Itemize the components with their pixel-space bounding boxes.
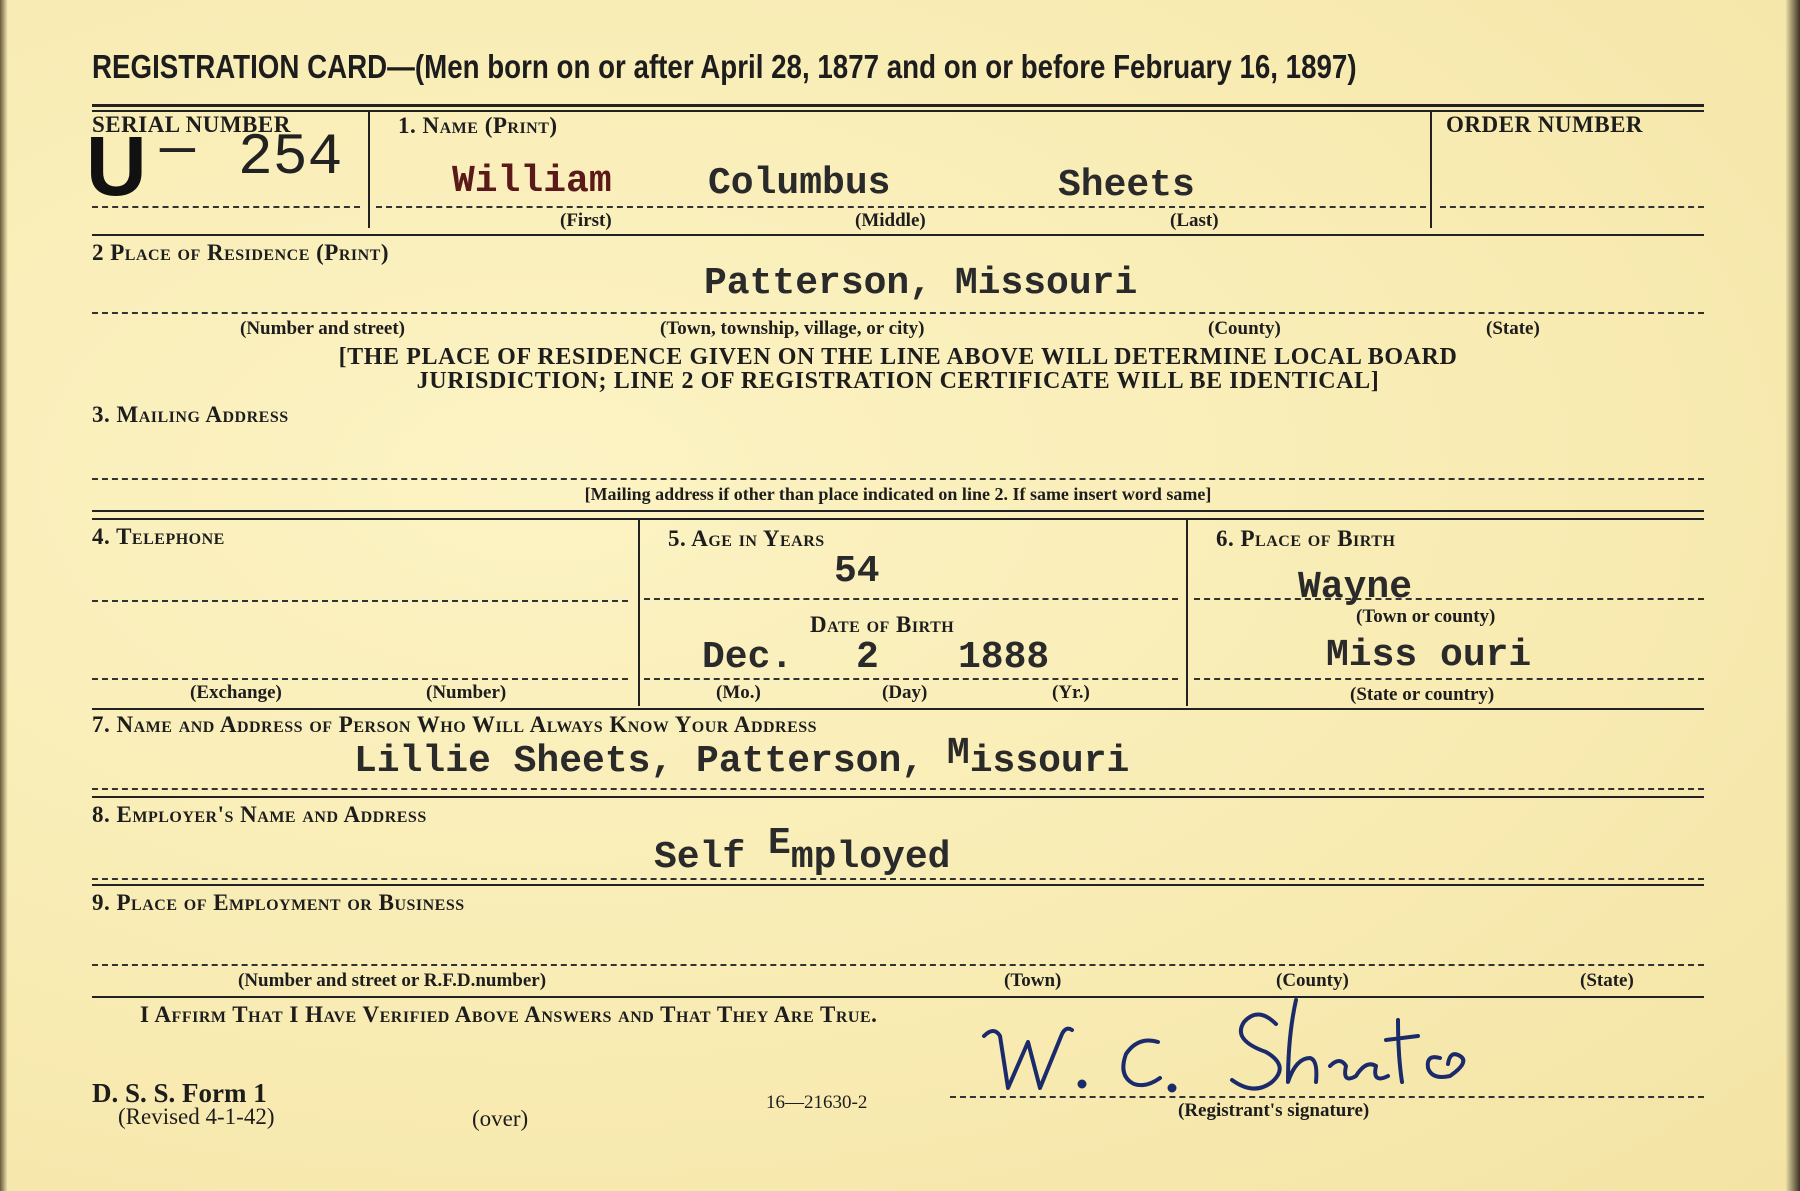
birthplace-town: Wayne (1298, 566, 1413, 609)
birthplace-state: Miss ouri (1326, 634, 1532, 677)
print-code: 16—21630-2 (766, 1092, 868, 1113)
age-divider (1186, 520, 1188, 706)
residence-cap-town: (Town, township, village, or city) (660, 318, 925, 339)
employment-label: 9. Place of Employment or Business (92, 890, 465, 915)
serial-prefix: U (86, 119, 147, 213)
order-divider (1430, 110, 1432, 228)
card-edge-right (1786, 0, 1800, 1191)
order-label: ORDER NUMBER (1446, 112, 1644, 137)
birthplace-cap-state: (State or country) (1350, 684, 1495, 705)
dob-label: Date of Birth (810, 612, 955, 637)
serial-number: 254 (238, 126, 343, 191)
serial-label: SERIAL NUMBER (92, 112, 291, 137)
employment-cap-state: (State) (1580, 970, 1634, 991)
name-last: Sheets (1058, 164, 1195, 207)
contact-line (92, 788, 1704, 790)
dob-year: 1888 (958, 636, 1050, 679)
rule-1 (92, 234, 1704, 236)
employer-line (92, 878, 1704, 880)
name-first-caption: (First) (560, 210, 612, 231)
form-revised: (Revised 4-1-42) (118, 1104, 275, 1129)
birthplace-label: 6. Place of Birth (1216, 526, 1396, 551)
employment-line (92, 964, 1704, 966)
dob-cap-day: (Day) (882, 682, 928, 703)
name-line (376, 206, 1426, 208)
rule-5 (92, 884, 1704, 886)
telephone-line-2 (92, 678, 628, 680)
card-title: REGISTRATION CARD—(Men born on or after April 28, 1877 and on or before February 16, 1897) (92, 48, 1357, 85)
dob-cap-yr: (Yr.) (1052, 682, 1090, 703)
employer-label: 8. Employer's Name and Address (92, 802, 427, 827)
residence-cap-state: (State) (1486, 318, 1540, 339)
name-label: 1. Name (Print) (398, 113, 558, 138)
serial-line (92, 206, 360, 208)
birthplace-line-2 (1194, 678, 1704, 680)
residence-value: Patterson, Missouri (704, 262, 1138, 305)
employment-cap-town: (Town) (1004, 970, 1062, 991)
over-note: (over) (472, 1106, 529, 1131)
dob-month: Dec. (702, 636, 794, 679)
form-number: D. S. S. Form 1 (92, 1078, 267, 1108)
telephone-divider (638, 520, 640, 706)
age-value: 54 (834, 550, 880, 593)
mailing-note: [Mailing address if other than place indicated on line 2. If same insert word same] (584, 484, 1212, 504)
dob-cap-mo: (Mo.) (716, 682, 761, 703)
residence-cap-county: (County) (1208, 318, 1281, 339)
name-middle: Columbus (708, 162, 891, 205)
dob-line (644, 678, 1178, 680)
telephone-cap-exchange: (Exchange) (190, 682, 282, 703)
contact-label: 7. Name and Address of Person Who Will Always Know Your Address (92, 712, 818, 737)
residence-line (92, 312, 1704, 314)
serial-divider (368, 110, 370, 228)
contact-value: Lillie Sheets, Patterson, Missouri (354, 732, 1130, 783)
top-rule (92, 104, 1704, 107)
employer-value: Self Employed (654, 822, 951, 879)
dob-day: 2 (856, 636, 879, 679)
mailing-label: 3. Mailing Address (92, 402, 289, 427)
age-line (644, 598, 1178, 600)
signature-caption: (Registrant's signature) (1178, 1100, 1370, 1121)
birthplace-line-1 (1194, 598, 1704, 600)
affirm-text: I Affirm That I Have Verified Above Answers and That They Are True. (140, 1002, 878, 1027)
card-edge-left (0, 0, 8, 1191)
telephone-line-1 (92, 600, 628, 602)
rule-2 (92, 510, 1704, 512)
serial-dash: — (160, 118, 195, 183)
birthplace-cap-town: (Town or county) (1356, 606, 1496, 627)
signature-line (950, 1096, 1704, 1098)
name-last-caption: (Last) (1170, 210, 1219, 231)
telephone-label: 4. Telephone (92, 524, 225, 549)
residence-cap-street: (Number and street) (240, 318, 405, 339)
name-first: William (452, 160, 612, 203)
employment-cap-street: (Number and street or R.F.D.number) (238, 970, 547, 991)
order-line (1440, 206, 1704, 208)
telephone-cap-number: (Number) (426, 682, 507, 703)
age-label: 5. Age in Years (668, 526, 825, 551)
residence-note-1: [THE PLACE OF RESIDENCE GIVEN ON THE LINE ABOVE WILL DETERMINE LOCAL BOARD (338, 344, 1458, 370)
mailing-line (92, 478, 1704, 480)
name-middle-caption: (Middle) (855, 210, 926, 231)
rule-3 (92, 708, 1704, 710)
employment-cap-county: (County) (1276, 970, 1349, 991)
residence-label: 2 Place of Residence (Print) (92, 240, 390, 265)
rule-2b (92, 518, 1704, 520)
residence-note-2: JURISDICTION; LINE 2 OF REGISTRATION CERTIFICATE WILL BE IDENTICAL] (416, 368, 1380, 394)
signature-image (970, 996, 1530, 1102)
rule-4 (92, 796, 1704, 798)
